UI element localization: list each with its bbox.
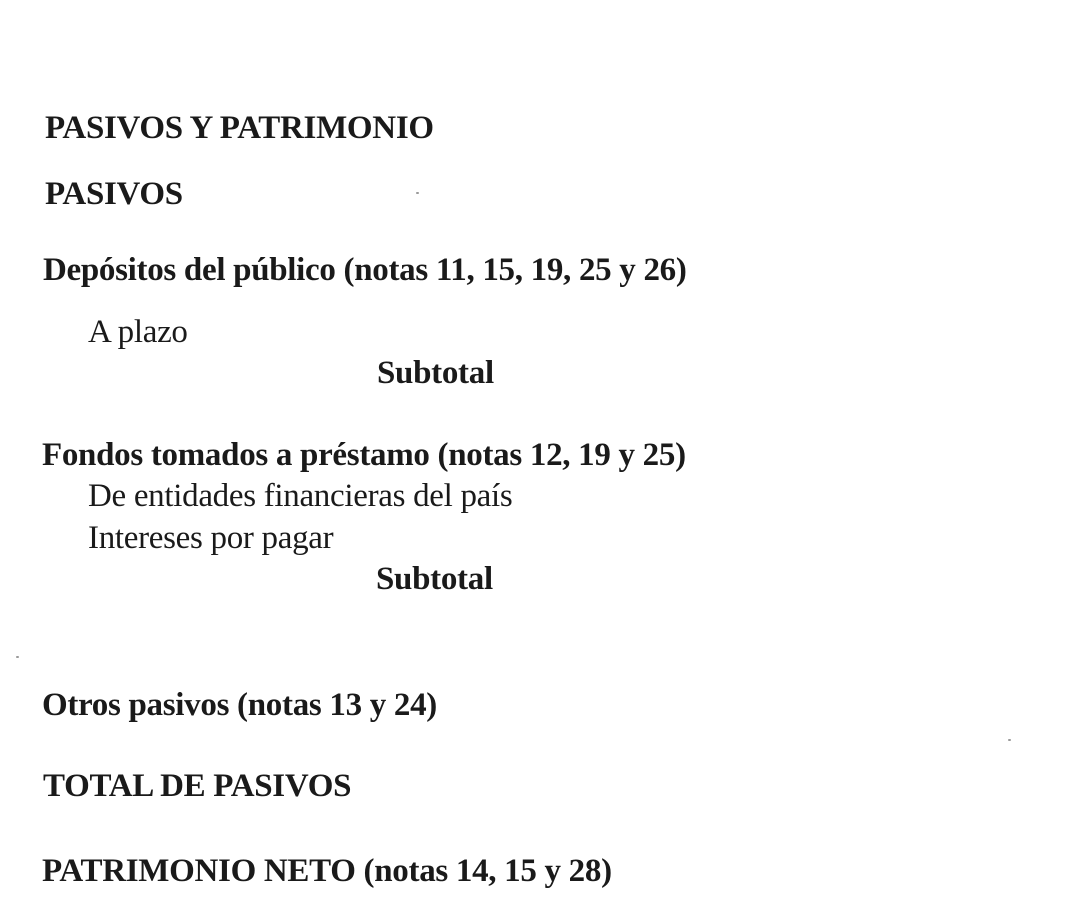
heading-pasivos-y-patrimonio: PASIVOS Y PATRIMONIO: [45, 110, 434, 146]
total-de-pasivos: TOTAL DE PASIVOS: [43, 768, 352, 804]
subtotal-fondos-tomados: Subtotal: [376, 561, 493, 597]
section-title-fondos-tomados: Fondos tomados a préstamo (notas 12, 19 y 25): [42, 437, 686, 473]
section-title-otros-pasivos: Otros pasivos (notas 13 y 24): [42, 687, 437, 723]
line-item-a-plazo: A plazo: [88, 314, 188, 350]
section-title-depositos: Depósitos del público (notas 11, 15, 19, 25 y 26): [43, 252, 687, 288]
subtotal-depositos: Subtotal: [377, 355, 494, 391]
scan-speck: [1008, 739, 1011, 741]
line-item-entidades-financieras: De entidades financieras del país: [88, 478, 513, 514]
scan-speck: [16, 656, 19, 658]
section-title-patrimonio-neto: PATRIMONIO NETO (notas 14, 15 y 28): [42, 853, 612, 889]
heading-pasivos: PASIVOS: [45, 176, 183, 212]
line-item-intereses-por-pagar: Intereses por pagar: [88, 520, 334, 556]
scan-speck: [416, 192, 419, 194]
